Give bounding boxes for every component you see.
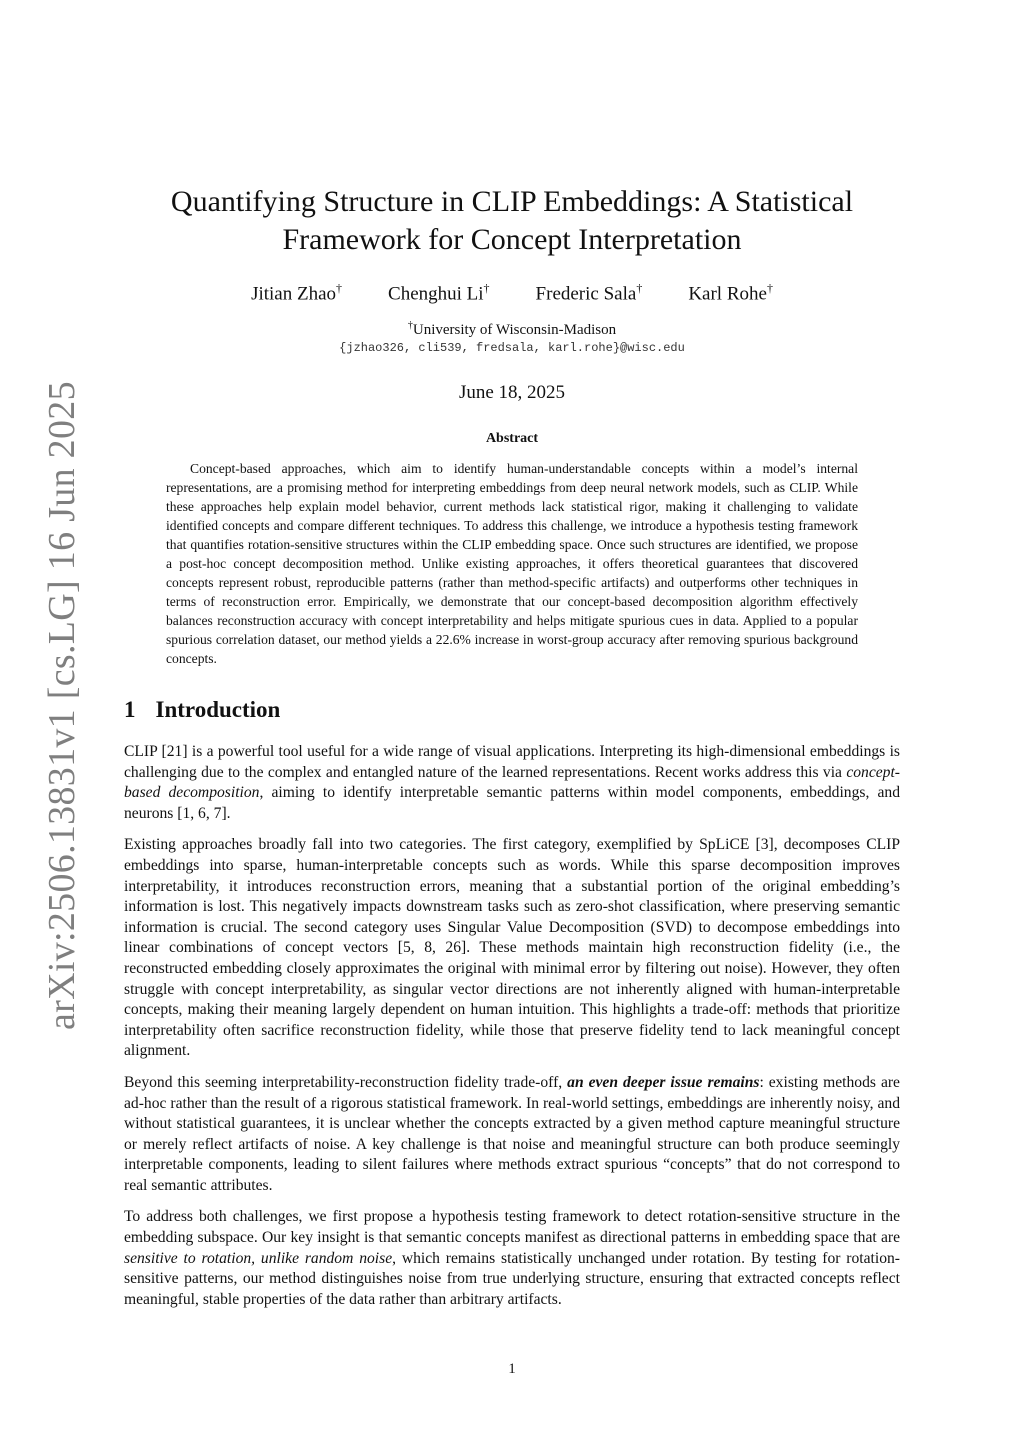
author: Frederic Sala† — [535, 281, 643, 305]
section-heading — [124, 697, 280, 723]
affiliation: †University of Wisconsin-Madison — [407, 320, 617, 338]
paragraph: CLIP [21] is a powerful tool useful for a wide range of visual applications. Interpreting its high-dimensional embeddings is challenging due to the complex and entangled nature of the learned representations. Recent works address this via concept-based decomposition, aiming to identify interpretable semantic patterns within model components, embeddings, and neurons [1, 6, 7]. — [124, 743, 900, 822]
author: Karl Rohe† — [688, 281, 773, 305]
author: Chenghui Li† — [388, 281, 490, 305]
emphasis: concept-based decomposition — [124, 763, 900, 802]
author-mark: † — [336, 281, 343, 295]
title-line-1: Quantifying Structure in CLIP Embeddings: A Statistical — [170, 185, 854, 218]
author-mark: † — [766, 281, 773, 295]
introduction-body — [124, 742, 900, 1321]
author-mark: † — [483, 281, 490, 295]
page-number: 1 — [508, 1361, 516, 1377]
publication-date: June 18, 2025 — [458, 382, 566, 403]
paper-title — [124, 183, 900, 259]
abstract-heading: Abstract — [485, 431, 539, 446]
author: Jitian Zhao† — [251, 281, 343, 305]
bold-emphasis: an even deeper issue remains — [567, 1073, 760, 1091]
author-emails: {jzhao326, cli539, fredsala, karl.rohe}@wisc.edu — [339, 341, 685, 355]
arxiv-identifier: arXiv:2506.13831v1 [cs.LG] 16 Jun 2025 — [41, 381, 83, 1030]
abstract-text: Concept-based approaches, which aim to identify human-understandable concepts within a model’s internal representations, are a promising method for interpreting embeddings from deep neural network models, such as CLIP. While these approaches help explain model behavior, current methods lack statistical rigor, making it challenging to validate identified concepts and compare different techniques. To address this challenge, we introduce a hypothesis testing framework that quantifies rotation-sensitive structures within the CLIP embedding space. Once such structures are identified, we propose a post-hoc concept decomposition method. Unlike existing approaches, it offers theoretical guarantees that discovered concepts represent robust, reproducible patterns (rather than method-specific artifacts) and outperforms other techniques in terms of reconstruction error. Empirically, we demonstrate that our concept-based decomposition algorithm effectively balances reconstruction accuracy with concept interpretability and helps mitigate spurious cues in data. Applied to a popular spurious correlation dataset, our method yields a 22.6% increase in worst-group accuracy after removing spurious background concepts. — [166, 461, 858, 666]
emphasis: sensitive to rotation, unlike random noise — [124, 1249, 393, 1267]
title-line-2: Framework for Concept Interpretation — [282, 223, 742, 256]
section-number: 1 — [124, 697, 136, 722]
section-title: Introduction — [155, 697, 281, 722]
author-mark: † — [636, 281, 643, 295]
paragraph: To address both challenges, we first propose a hypothesis testing framework to detect rotation-sensitive structure in the embedding subspace. Our key insight is that semantic concepts manifest as directional patterns in embedding space that are sensitive to rotation, unlike random noise, which remains statistically unchanged under rotation. By testing for rotation-sensitive patterns, our method distinguishes noise from true underlying structure, ensuring that extracted concepts reflect meaningful, stable properties of the data rather than arbitrary artifacts. — [124, 1208, 900, 1308]
affiliation-mark: † — [407, 320, 413, 331]
paragraph: Existing approaches broadly fall into two categories. The first category, exemplified by SpLiCE [3], decomposes CLIP embeddings into sparse, human-interpretable concepts such as words. While this sparse decomposition improves interpretability, it introduces reconstruction errors, meaning that a substantial portion of the original embedding’s information is lost. This negatively impacts downstream tasks such as zero-shot classification, where preserving semantic information is crucial. The second category uses Singular Value Decomposition (SVD) to decompose embeddings into linear combinations of concept vectors [5, 8, 26]. These methods maintain high reconstruction fidelity (i.e., the reconstructed embedding closely approximates the original with minimal error by filtering out noise). However, they often struggle with concept interpretability, as singular vector directions are not inherently aligned with human-interpretable concepts, making their meaning largely dependent on human intuition. This highlights a trade-off: methods that prioritize interpretability often sacrifice reconstruction fidelity, while those that preserve fidelity tend to lack meaningful concept alignment. — [124, 836, 900, 1060]
author-list — [124, 281, 900, 305]
paragraph: Beyond this seeming interpretability-reconstruction fidelity trade-off, an even deeper issue remains: existing methods are ad-hoc rather than the result of a rigorous statistical framework. In real-world settings, embeddings are inherently noisy, and without statistical guarantees, it is unclear whether the concepts extracted by a given method capture meaningful structure or merely reflect artifacts of noise. A key challenge is that noise and meaningful structure can both produce seemingly interpretable components, leading to silent failures where methods extract spurious “concepts” that do not correspond to real semantic attributes. — [124, 1073, 900, 1194]
